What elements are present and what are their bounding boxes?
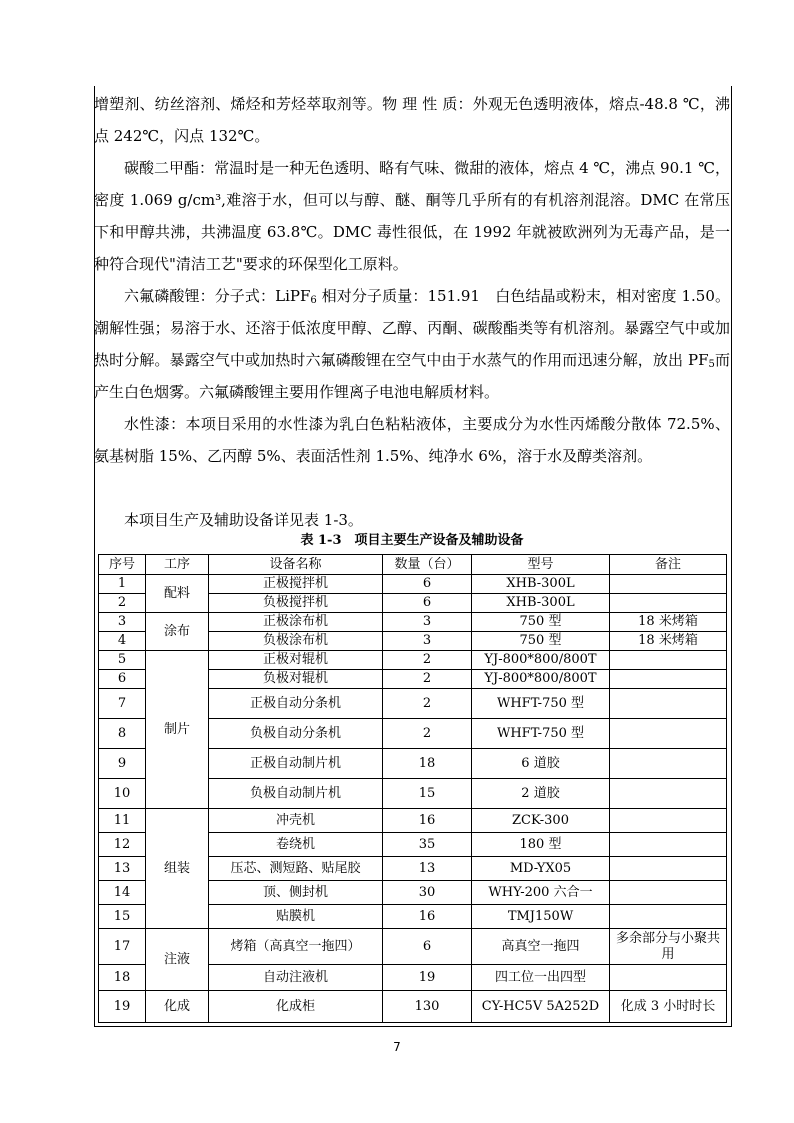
cell-model: WHY-200 六合一 (472, 881, 610, 905)
cell-process: 配料 (146, 575, 209, 613)
cell-no: 8 (99, 719, 146, 749)
cell-name: 负极涂布机 (209, 632, 383, 651)
cell-no: 2 (99, 594, 146, 613)
cell-no: 6 (99, 670, 146, 689)
cell-model: 750 型 (472, 632, 610, 651)
body-text-4 (94, 408, 730, 472)
pf5-subscript: 5 (708, 359, 715, 370)
body-text (94, 88, 730, 152)
cell-qty: 6 (383, 575, 472, 594)
cell-note (610, 833, 727, 857)
cell-name: 正极自动分条机 (209, 689, 383, 719)
cell-no: 13 (99, 857, 146, 881)
cell-name: 负极对辊机 (209, 670, 383, 689)
lipf6-text-a: 六氟磷酸锂：分子式：LiPF (124, 287, 311, 305)
cell-no: 18 (99, 965, 146, 991)
cell-qty: 16 (383, 809, 472, 833)
lipf6-text-c: 而产生白色烟雾。六氟磷酸锂主要用作锂离子电池电解质材料。 (94, 351, 730, 401)
cell-model: XHB-300L (472, 594, 610, 613)
cell-no: 19 (99, 991, 146, 1023)
cell-qty: 19 (383, 965, 472, 991)
cell-model: YJ-800*800/800T (472, 651, 610, 670)
cell-note (610, 575, 727, 594)
cell-note (610, 670, 727, 689)
cell-name: 卷绕机 (209, 833, 383, 857)
cell-name: 冲壳机 (209, 809, 383, 833)
equipment-table (98, 554, 727, 1023)
cell-note (610, 689, 727, 719)
cell-qty: 3 (383, 613, 472, 632)
cell-name: 正极搅拌机 (209, 575, 383, 594)
cell-qty: 16 (383, 905, 472, 929)
body-text-3 (94, 280, 730, 408)
cell-qty: 13 (383, 857, 472, 881)
cell-qty: 15 (383, 779, 472, 809)
cell-name: 负极自动分条机 (209, 719, 383, 749)
cell-qty: 6 (383, 929, 472, 965)
cell-name: 顶、侧封机 (209, 881, 383, 905)
cell-note: 18 米烤箱 (610, 632, 727, 651)
page-number: 7 (393, 1040, 401, 1054)
cell-qty: 130 (383, 991, 472, 1023)
cell-no: 10 (99, 779, 146, 809)
header-process: 工序 (146, 555, 209, 575)
cell-model: 四工位一出四型 (472, 965, 610, 991)
cell-note (610, 881, 727, 905)
cell-name: 正极对辊机 (209, 651, 383, 670)
cell-no: 3 (99, 613, 146, 632)
cell-qty: 30 (383, 881, 472, 905)
cell-note (610, 719, 727, 749)
cell-qty: 6 (383, 594, 472, 613)
cell-note (610, 965, 727, 991)
cell-note (610, 809, 727, 833)
paragraph-dmc: 碳酸二甲酯：常温时是一种无色透明、略有气味、微甜的液体，熔点 4 ℃，沸点 90.1 ℃，密度 1.069 g/cm³,难溶于水，但可以与醇、醚、酮等几乎所有的有机溶剂混溶。DMC 在常压下和甲醇共沸，共沸温度 63.8℃。DMC 毒性很低，在 1992 年就被欧洲列为无毒产品，是一种符合现代"清洁工艺"要求的环保型化工原料。 (94, 159, 730, 273)
paragraph-lipf6 (94, 280, 730, 408)
table-header-row (99, 555, 727, 575)
table-row (99, 809, 727, 833)
table-row (99, 991, 727, 1023)
cell-name: 压芯、测短路、贴尾胶 (209, 857, 383, 881)
cell-model: 180 型 (472, 833, 610, 857)
cell-note: 化成 3 小时时长 (610, 991, 727, 1023)
table-row (99, 929, 727, 965)
cell-name: 烤箱（高真空一拖四） (209, 929, 383, 965)
header-note: 备注 (610, 555, 727, 575)
cell-model: MD-YX05 (472, 857, 610, 881)
cell-model: CY-HC5V 5A252D (472, 991, 610, 1023)
paragraph-table-ref: 本项目生产及辅助设备详见表 1-3。 (124, 511, 363, 529)
header-model: 型号 (472, 555, 610, 575)
lipf6-text-b: 相对分子质量：151.91 白色结晶或粉末，相对密度 1.50。潮解性强；易溶于水、还溶于低浓度甲醇、乙醇、丙酮、碳酸酯类等有机溶剂。暴露空气中或加热时分解。暴露空气中或加热时六氟磷酸锂在空气中由于水蒸气的作用而迅速分解，放出 PF (94, 287, 730, 369)
cell-model: 高真空一拖四 (472, 929, 610, 965)
cell-model: XHB-300L (472, 575, 610, 594)
cell-name: 正极自动制片机 (209, 749, 383, 779)
cell-name: 贴膜机 (209, 905, 383, 929)
cell-note (610, 779, 727, 809)
header-qty: 数量（台） (383, 555, 472, 575)
cell-no: 7 (99, 689, 146, 719)
cell-name: 自动注液机 (209, 965, 383, 991)
cell-no: 9 (99, 749, 146, 779)
cell-model: WHFT-750 型 (472, 689, 610, 719)
cell-name: 化成柜 (209, 991, 383, 1023)
cell-name: 负极自动制片机 (209, 779, 383, 809)
header-no: 序号 (99, 555, 146, 575)
cell-no: 17 (99, 929, 146, 965)
cell-qty: 3 (383, 632, 472, 651)
cell-no: 1 (99, 575, 146, 594)
cell-no: 4 (99, 632, 146, 651)
cell-note (610, 857, 727, 881)
cell-no: 15 (99, 905, 146, 929)
lipf6-subscript: 6 (310, 295, 317, 306)
cell-note: 18 米烤箱 (610, 613, 727, 632)
cell-process: 涂布 (146, 613, 209, 651)
cell-note: 多余部分与小聚共用 (610, 929, 727, 965)
cell-no: 5 (99, 651, 146, 670)
table-row (99, 575, 727, 594)
cell-process: 注液 (146, 929, 209, 991)
cell-model: 6 道胶 (472, 749, 610, 779)
cell-name: 负极搅拌机 (209, 594, 383, 613)
table-caption: 表 1-3 项目主要生产设备及辅助设备 (300, 533, 524, 548)
cell-model: WHFT-750 型 (472, 719, 610, 749)
cell-model: 2 道胶 (472, 779, 610, 809)
cell-qty: 2 (383, 670, 472, 689)
cell-no: 12 (99, 833, 146, 857)
cell-qty: 2 (383, 719, 472, 749)
cell-model: YJ-800*800/800T (472, 670, 610, 689)
table-row (99, 651, 727, 670)
cell-model: TMJ150W (472, 905, 610, 929)
cell-model: ZCK-300 (472, 809, 610, 833)
cell-model: 750 型 (472, 613, 610, 632)
cell-note (610, 905, 727, 929)
cell-note (610, 749, 727, 779)
cell-note (610, 594, 727, 613)
cell-no: 11 (99, 809, 146, 833)
header-name: 设备名称 (209, 555, 383, 575)
cell-no: 14 (99, 881, 146, 905)
cell-process: 制片 (146, 651, 209, 809)
paragraph-paint: 水性漆：本项目采用的水性漆为乳白色粘粘液体，主要成分为水性丙烯酸分散体 72.5%、氨基树脂 15%、乙丙醇 5%、表面活性剂 1.5%、纯净水 6%，溶于水及醇类溶剂。 (94, 415, 730, 465)
cell-note (610, 651, 727, 670)
cell-process: 组装 (146, 809, 209, 929)
cell-name: 正极涂布机 (209, 613, 383, 632)
cell-qty: 2 (383, 651, 472, 670)
paragraph-1: 增塑剂、纺丝溶剂、烯烃和芳烃萃取剂等。物 理 性 质：外观无色透明液体，熔点-48.8 ℃，沸点 242℃，闪点 132℃。 (94, 95, 730, 145)
cell-qty: 18 (383, 749, 472, 779)
body-text-2 (94, 152, 730, 280)
table-row (99, 613, 727, 632)
cell-qty: 35 (383, 833, 472, 857)
cell-process: 化成 (146, 991, 209, 1023)
cell-qty: 2 (383, 689, 472, 719)
